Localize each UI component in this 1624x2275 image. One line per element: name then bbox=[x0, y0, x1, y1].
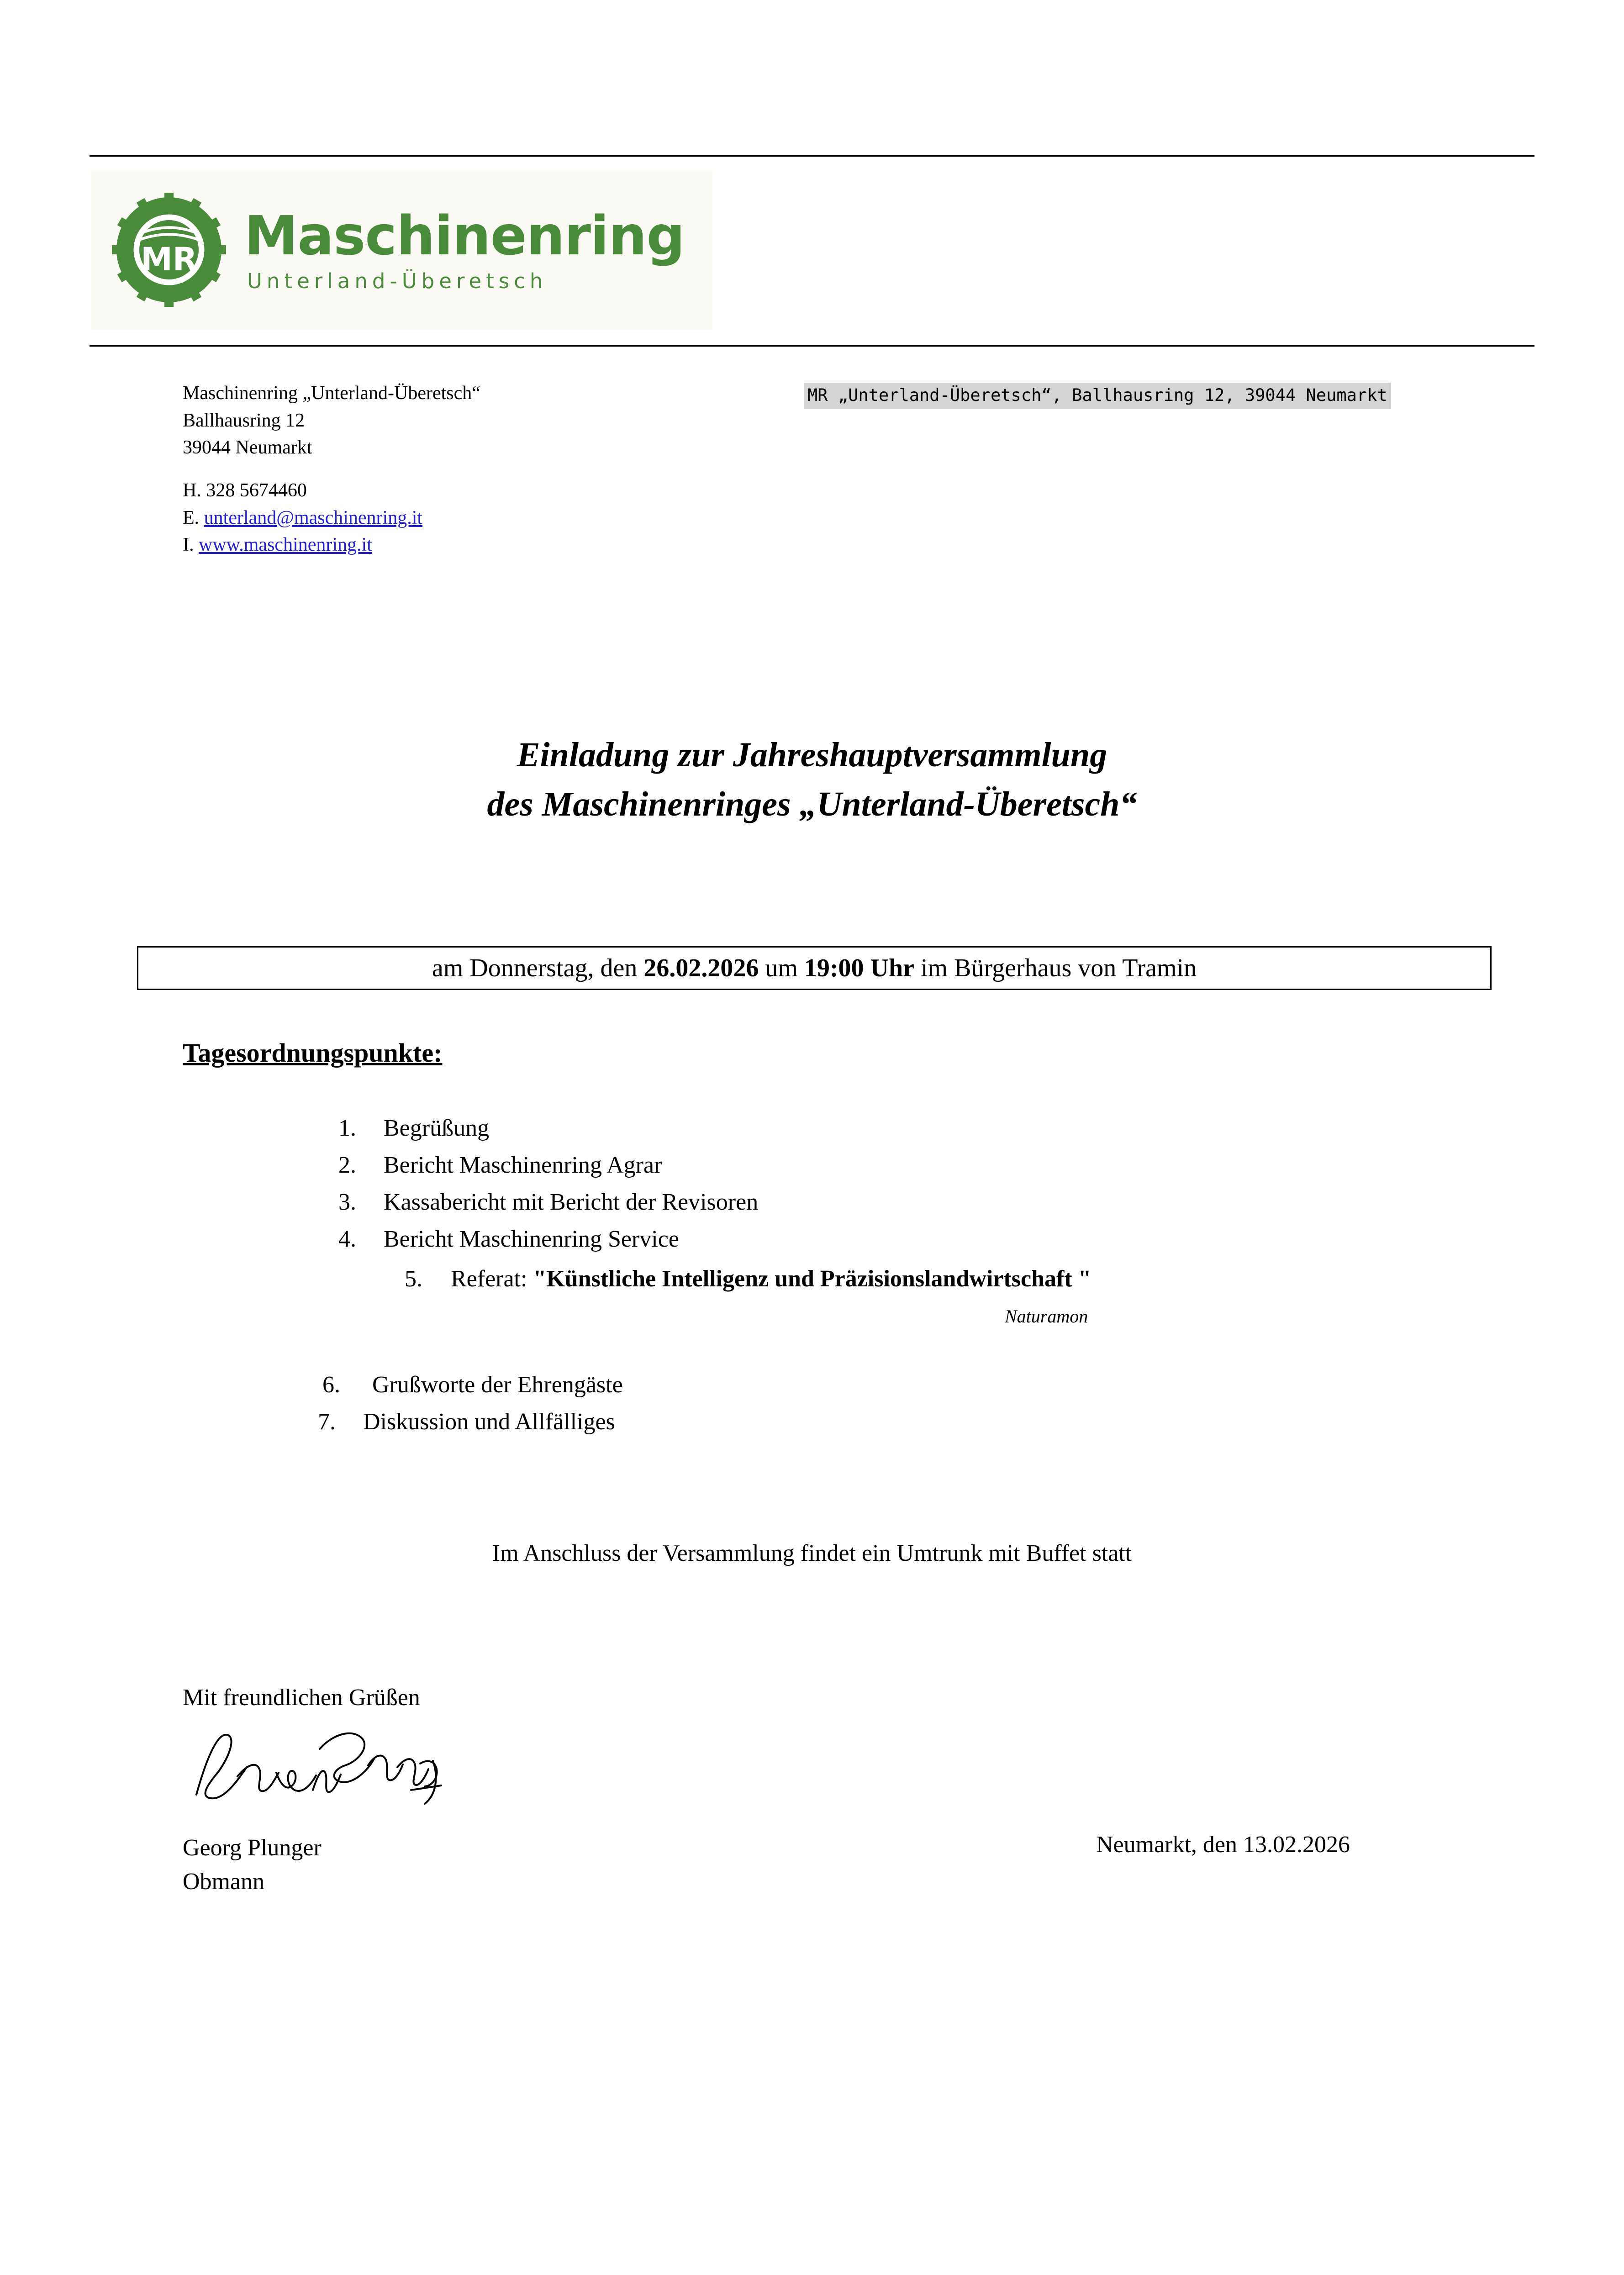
agenda-item bbox=[285, 1366, 1489, 1403]
agenda-item-label: Grußworte der Ehrengäste bbox=[372, 1371, 623, 1398]
agenda-item-label: Kassabericht mit Bericht der Revisoren bbox=[384, 1189, 759, 1216]
agenda-list bbox=[301, 1110, 1489, 1440]
page-title-line1: Einladung zur Jahreshauptversammlung bbox=[517, 736, 1107, 774]
agenda-item-label: Begrüßung bbox=[384, 1115, 490, 1141]
agenda-item bbox=[301, 1184, 1489, 1221]
event-time: 19:00 Uhr bbox=[804, 954, 914, 982]
logo-block bbox=[91, 170, 712, 330]
place-and-date: Neumarkt, den 13.02.2026 bbox=[1096, 1832, 1350, 1858]
buffet-note: Im Anschluss der Versammlung findet ein Umtrunk mit Buffet statt bbox=[492, 1540, 1132, 1566]
agenda-heading: Tagesordnungspunkte: bbox=[183, 1038, 443, 1068]
page-title-line2: des Maschinenringes „Unterland-Überetsch“ bbox=[487, 785, 1137, 823]
return-address-strip: MR „Unterland-Überetsch“, Ballhausring 12, 39044 Neumarkt bbox=[804, 383, 1391, 409]
sender-phone: H. 328 5674460 bbox=[183, 479, 307, 501]
sender-street: Ballhausring 12 bbox=[183, 410, 305, 431]
event-details-box bbox=[137, 946, 1492, 990]
closing-greeting: Mit freundlichen Grüßen bbox=[183, 1685, 420, 1711]
svg-text:MR: MR bbox=[141, 241, 197, 278]
agenda-item bbox=[301, 1147, 1489, 1184]
agenda-item-label: Bericht Maschinenring Agrar bbox=[384, 1152, 662, 1179]
web-prefix: I. bbox=[183, 534, 194, 556]
agenda-tail bbox=[301, 1366, 1489, 1440]
venue-middle: um bbox=[765, 954, 798, 982]
page-title bbox=[0, 731, 1624, 829]
sender-email-line bbox=[183, 505, 480, 532]
agenda-item-number: 7. bbox=[318, 1409, 336, 1435]
agenda-item-label: Diskussion und Allfälliges bbox=[363, 1409, 615, 1435]
signer-role: Obmann bbox=[183, 1868, 265, 1895]
sender-city: 39044 Neumarkt bbox=[183, 437, 312, 458]
agenda-item-label bbox=[451, 1260, 1091, 1297]
agenda-item-number: 2. bbox=[338, 1152, 356, 1179]
email-link[interactable]: unterland@maschinenring.it bbox=[204, 507, 423, 528]
signer-block bbox=[183, 1831, 322, 1899]
header-bottom-rule bbox=[90, 345, 1534, 347]
sender-org: Maschinenring „Unterland-Überetsch“ bbox=[183, 383, 480, 404]
email-prefix: E. bbox=[183, 507, 200, 528]
maschinenring-gear-logo-icon bbox=[112, 193, 226, 307]
event-date: 26.02.2026 bbox=[643, 954, 759, 982]
referat-prefix: Referat: bbox=[451, 1266, 527, 1292]
signer-name: Georg Plunger bbox=[183, 1835, 322, 1861]
signature-image bbox=[183, 1722, 466, 1827]
logo-title: Maschinenring bbox=[244, 204, 685, 267]
agenda-item-referat bbox=[381, 1260, 1489, 1297]
agenda-item bbox=[301, 1221, 1489, 1258]
agenda-item-number: 1. bbox=[338, 1115, 356, 1141]
agenda-item-label: Bericht Maschinenring Service bbox=[384, 1226, 679, 1253]
agenda-item-number: 4. bbox=[338, 1226, 356, 1253]
agenda-item-number: 6. bbox=[322, 1371, 340, 1398]
sender-address-block bbox=[183, 380, 480, 559]
agenda-item bbox=[301, 1110, 1489, 1147]
sender-web-line bbox=[183, 532, 480, 559]
referat-speaker: Naturamon bbox=[1005, 1306, 1088, 1327]
sender-spacer bbox=[183, 462, 480, 477]
agenda-item-number: 5. bbox=[405, 1266, 422, 1292]
agenda-item bbox=[281, 1403, 1489, 1440]
website-link[interactable]: www.maschinenring.it bbox=[199, 534, 372, 556]
header-top-rule bbox=[90, 155, 1534, 157]
agenda-item-number: 3. bbox=[338, 1189, 356, 1216]
logo-subtitle: Unterland-Überetsch bbox=[247, 269, 548, 293]
referat-topic: "Künstliche Intelligenz und Präzisionslandwirtschaft " bbox=[533, 1266, 1091, 1292]
venue-location: im Bürgerhaus von Tramin bbox=[920, 954, 1197, 982]
venue-prefix: am Donnerstag, den bbox=[432, 954, 638, 982]
